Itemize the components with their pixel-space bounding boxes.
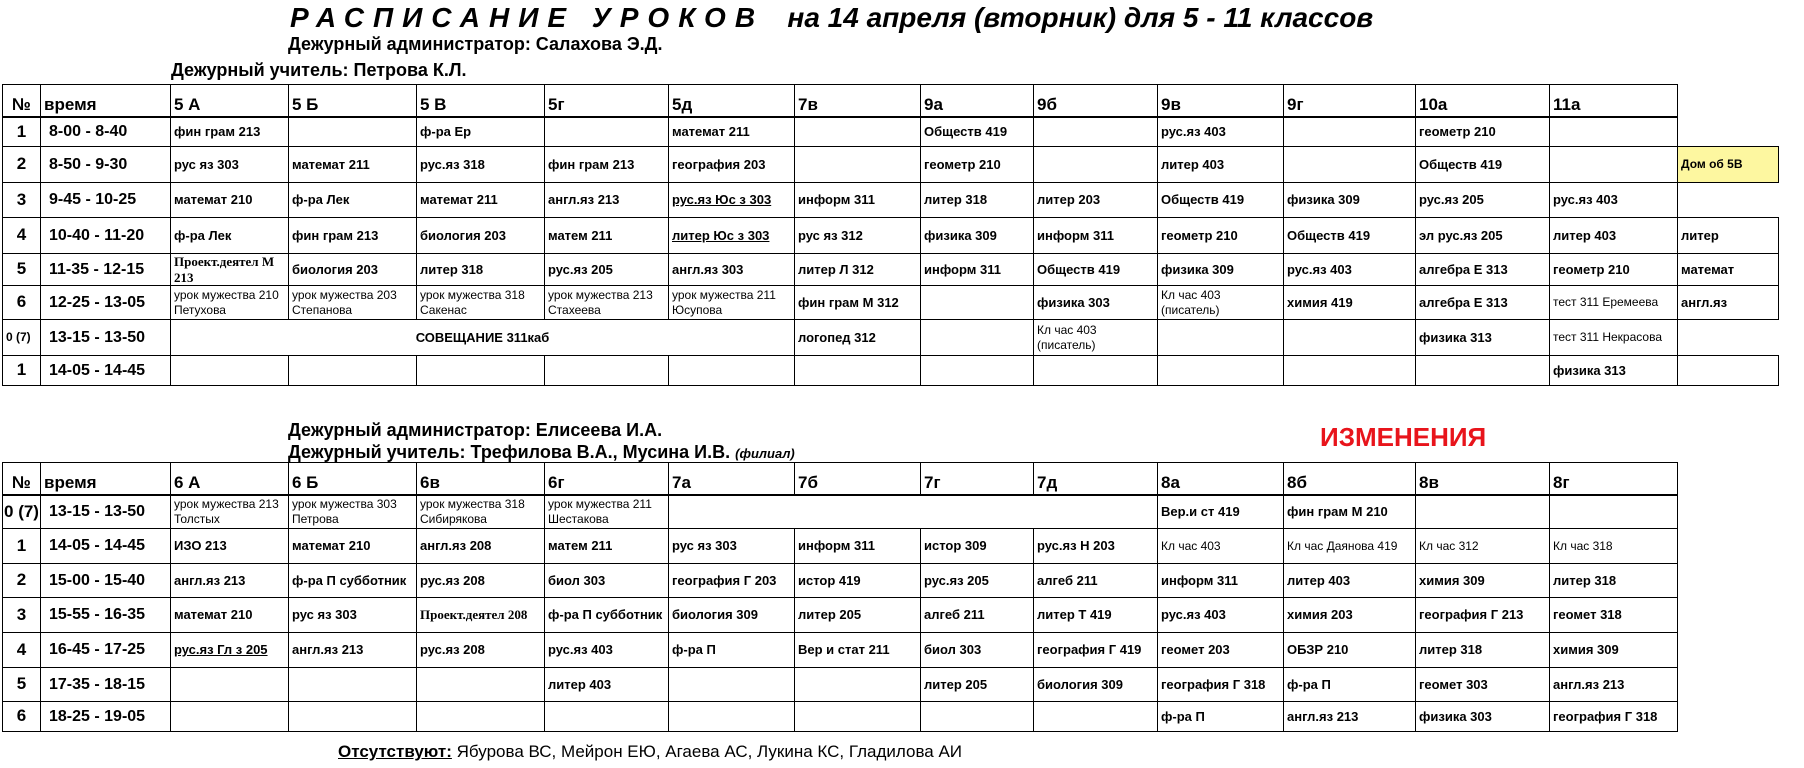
changes-label: ИЗМЕНЕНИЯ bbox=[1320, 422, 1487, 452]
table-cell: 1 bbox=[3, 356, 41, 386]
table-cell bbox=[1284, 356, 1416, 386]
table-cell: литер 318 bbox=[921, 183, 1034, 218]
table-cell: литер 203 bbox=[1034, 183, 1158, 218]
table-cell bbox=[417, 668, 545, 702]
column-header: 7д bbox=[1034, 463, 1158, 495]
table-cell: рус.яз 205 bbox=[1416, 183, 1550, 218]
table-cell: англ.яз 213 bbox=[1284, 702, 1416, 732]
table-cell: матем 211 bbox=[545, 218, 669, 254]
table-cell: Обществ 419 bbox=[1416, 147, 1550, 183]
table-cell: Кл час 403 (писатель) bbox=[1034, 320, 1158, 356]
table-cell: Проект.деятел М 213 bbox=[171, 254, 289, 286]
table-cell: алгебра Е 313 bbox=[1416, 286, 1550, 320]
table-cell: 6 bbox=[3, 702, 41, 732]
table-cell: рус яз 303 bbox=[171, 147, 289, 183]
column-header: 9а bbox=[921, 85, 1034, 117]
table-cell: англ.яз 303 bbox=[669, 254, 795, 286]
absent-label: Отсутствуют: bbox=[338, 742, 452, 761]
table-cell: англ.яз 213 bbox=[171, 564, 289, 598]
table-cell: рус.яз Н 203 bbox=[1034, 529, 1158, 564]
table-cell: рус.яз 318 bbox=[417, 147, 545, 183]
table-cell: математ bbox=[1678, 254, 1779, 286]
table-cell: ф-ра Ер bbox=[417, 117, 545, 147]
table-cell: 3 bbox=[3, 183, 41, 218]
table-cell: 14-05 - 14-45 bbox=[41, 356, 171, 386]
table-cell: 4 bbox=[3, 633, 41, 668]
table-cell: рус.яз 403 bbox=[1158, 117, 1284, 147]
table-cell bbox=[921, 702, 1034, 732]
schedule-table-1 bbox=[2, 84, 1779, 386]
table-cell: ф-ра П bbox=[669, 633, 795, 668]
table-cell: информ 311 bbox=[1158, 564, 1284, 598]
column-header: время bbox=[41, 463, 171, 495]
table-cell: ИЗО 213 bbox=[171, 529, 289, 564]
table-cell: литер 403 bbox=[545, 668, 669, 702]
table-cell: ф-ра П bbox=[1284, 668, 1416, 702]
cell-text: рус.яз Гл з 205 bbox=[174, 642, 268, 658]
table-cell bbox=[171, 702, 289, 732]
table-cell: биология 203 bbox=[417, 218, 545, 254]
table-cell: урок мужества 211 Юсупова bbox=[669, 286, 795, 320]
table-cell bbox=[1416, 495, 1550, 529]
column-header: 8г bbox=[1550, 463, 1678, 495]
table-cell: 18-25 - 19-05 bbox=[41, 702, 171, 732]
table-cell: англ.яз 213 bbox=[545, 183, 669, 218]
table-cell: 12-25 - 13-05 bbox=[41, 286, 171, 320]
table-cell: Обществ 419 bbox=[921, 117, 1034, 147]
column-header: 5 Б bbox=[289, 85, 417, 117]
table-cell: 4 bbox=[3, 218, 41, 254]
table-row bbox=[3, 286, 1779, 320]
table-cell: Проект.деятел 208 bbox=[417, 598, 545, 633]
table-cell: литер 318 bbox=[1416, 633, 1550, 668]
table-cell: литер bbox=[1678, 218, 1779, 254]
table-cell: тест 311 Некрасова bbox=[1550, 320, 1678, 356]
page-title bbox=[290, 2, 1373, 34]
column-header: 9в bbox=[1158, 85, 1284, 117]
table-cell: геомет 318 bbox=[1550, 598, 1678, 633]
column-header: № bbox=[3, 463, 41, 495]
table-cell bbox=[417, 702, 545, 732]
table-cell: 0 (7) bbox=[3, 320, 41, 356]
table-row bbox=[3, 564, 1678, 598]
column-header: 5 В bbox=[417, 85, 545, 117]
table-cell: география Г 419 bbox=[1034, 633, 1158, 668]
table-cell: англ.яз 208 bbox=[417, 529, 545, 564]
table-cell: англ.яз 213 bbox=[1550, 668, 1678, 702]
table-row bbox=[3, 702, 1678, 732]
table-cell: биология 203 bbox=[289, 254, 417, 286]
table-cell: биология 309 bbox=[669, 598, 795, 633]
table-cell: рус яз 303 bbox=[669, 529, 795, 564]
table-row bbox=[3, 356, 1779, 386]
table-cell: рус яз 312 bbox=[795, 218, 921, 254]
column-header: 5г bbox=[545, 85, 669, 117]
table-cell: биология 309 bbox=[1034, 668, 1158, 702]
table-cell bbox=[1284, 147, 1416, 183]
table-cell: 17-35 - 18-15 bbox=[41, 668, 171, 702]
table-cell: ф-ра П субботник bbox=[545, 598, 669, 633]
column-header: 6г bbox=[545, 463, 669, 495]
table-cell: алгеб 211 bbox=[1034, 564, 1158, 598]
absent-line bbox=[338, 742, 962, 762]
table-cell: англ.яз 213 bbox=[289, 633, 417, 668]
table-cell: Кл час 318 bbox=[1550, 529, 1678, 564]
table-cell: информ 311 bbox=[795, 183, 921, 218]
table-cell: 15-55 - 16-35 bbox=[41, 598, 171, 633]
table-cell bbox=[669, 356, 795, 386]
table-cell: 10-40 - 11-20 bbox=[41, 218, 171, 254]
table-cell: литер 318 bbox=[417, 254, 545, 286]
title-main: РАСПИСАНИЕ УРОКОВ bbox=[290, 2, 765, 33]
table-row bbox=[3, 320, 1779, 356]
table-cell bbox=[921, 356, 1034, 386]
cell-text: литер Юс з 303 bbox=[672, 227, 770, 243]
table-cell: 5 bbox=[3, 668, 41, 702]
table-cell: фин грам 213 bbox=[171, 117, 289, 147]
column-header: 8б bbox=[1284, 463, 1416, 495]
table-cell bbox=[545, 702, 669, 732]
column-header: 11а bbox=[1550, 85, 1678, 117]
column-header: 8а bbox=[1158, 463, 1284, 495]
table-cell: Кл час Даянова 419 bbox=[1284, 529, 1416, 564]
table-cell: математ 211 bbox=[417, 183, 545, 218]
table-cell bbox=[1034, 117, 1158, 147]
table-cell bbox=[289, 668, 417, 702]
table-row bbox=[3, 183, 1779, 218]
table-cell bbox=[921, 286, 1034, 320]
table-cell: геометр 210 bbox=[921, 147, 1034, 183]
table-cell: математ 210 bbox=[289, 529, 417, 564]
table-cell: химия 203 bbox=[1284, 598, 1416, 633]
table-cell: Дом об 5В bbox=[1678, 147, 1779, 183]
table-row bbox=[3, 598, 1678, 633]
table-cell: ф-ра П субботник bbox=[289, 564, 417, 598]
table-cell bbox=[417, 356, 545, 386]
table-row bbox=[3, 668, 1678, 702]
column-header: 7г bbox=[921, 463, 1034, 495]
table-row bbox=[3, 117, 1779, 147]
table-cell bbox=[289, 356, 417, 386]
column-header: 5 А bbox=[171, 85, 289, 117]
table-cell: 2 bbox=[3, 564, 41, 598]
table-cell: матем 211 bbox=[545, 529, 669, 564]
column-header: 6 Б bbox=[289, 463, 417, 495]
table-cell: фин грам 213 bbox=[289, 218, 417, 254]
table-cell: информ 311 bbox=[1034, 218, 1158, 254]
table-cell: литер 403 bbox=[1284, 564, 1416, 598]
table-cell bbox=[1284, 117, 1416, 147]
absent-names: Ябурова ВС, Мейрон ЕЮ, Агаева АС, Лукина КС, Гладилова АИ bbox=[451, 742, 963, 761]
table-cell: англ.яз bbox=[1678, 286, 1779, 320]
table-cell: 0 (7) bbox=[3, 495, 41, 529]
table-cell bbox=[1284, 320, 1416, 356]
column-header: 9б bbox=[1034, 85, 1158, 117]
table-row bbox=[3, 495, 1678, 529]
table-cell: химия 309 bbox=[1416, 564, 1550, 598]
table-row bbox=[3, 254, 1779, 286]
table-cell: физика 309 bbox=[1284, 183, 1416, 218]
table-cell: урок мужества 211 Шестакова bbox=[545, 495, 669, 529]
table-cell: рус.яз 208 bbox=[417, 564, 545, 598]
table-cell: биол 303 bbox=[545, 564, 669, 598]
table-cell bbox=[1550, 495, 1678, 529]
table-cell: тест 311 Еремеева bbox=[1550, 286, 1678, 320]
table-cell: литер 403 bbox=[1550, 218, 1678, 254]
table-cell bbox=[289, 117, 417, 147]
table-cell: 2 bbox=[3, 147, 41, 183]
table-row bbox=[3, 218, 1779, 254]
table-cell: математ 211 bbox=[289, 147, 417, 183]
table-cell: Обществ 419 bbox=[1284, 218, 1416, 254]
table-cell bbox=[669, 495, 1158, 529]
table-cell: география Г 213 bbox=[1416, 598, 1550, 633]
table-cell bbox=[1158, 356, 1284, 386]
table-cell: геомет 303 bbox=[1416, 668, 1550, 702]
table-cell: математ 211 bbox=[669, 117, 795, 147]
table-cell: 8-50 - 9-30 bbox=[41, 147, 171, 183]
table-cell: Кл час 312 bbox=[1416, 529, 1550, 564]
table-cell: литер 403 bbox=[1158, 147, 1284, 183]
table-cell bbox=[1158, 320, 1284, 356]
table-cell bbox=[1678, 320, 1779, 356]
column-header: 9г bbox=[1284, 85, 1416, 117]
table-cell: Кл час 403 (писатель) bbox=[1158, 286, 1284, 320]
table-row bbox=[3, 147, 1779, 183]
table-cell: фин грам М 210 bbox=[1284, 495, 1416, 529]
table-cell bbox=[795, 117, 921, 147]
table-cell bbox=[1034, 356, 1158, 386]
column-header: 5д bbox=[669, 85, 795, 117]
table-cell: рус.яз 403 bbox=[1158, 598, 1284, 633]
top-admin: Дежурный администратор: Салахова Э.Д. bbox=[288, 34, 663, 54]
table-cell: 6 bbox=[3, 286, 41, 320]
table-cell bbox=[171, 668, 289, 702]
table-cell bbox=[669, 702, 795, 732]
table2-header-row bbox=[3, 463, 1678, 495]
table-cell bbox=[1678, 356, 1779, 386]
column-header: 6в bbox=[417, 463, 545, 495]
table-cell: ф-ра Лек bbox=[171, 218, 289, 254]
table-cell bbox=[795, 702, 921, 732]
table1-header-row bbox=[3, 85, 1779, 117]
table-cell: литер Л 312 bbox=[795, 254, 921, 286]
table-cell: литер Т 419 bbox=[1034, 598, 1158, 633]
table-cell: эл рус.яз 205 bbox=[1416, 218, 1550, 254]
table-cell bbox=[795, 147, 921, 183]
table-cell bbox=[669, 668, 795, 702]
table-cell: ф-ра Лек bbox=[289, 183, 417, 218]
top-teacher: Дежурный учитель: Петрова К.Л. bbox=[171, 60, 467, 80]
table-cell: информ 311 bbox=[795, 529, 921, 564]
table-cell: информ 311 bbox=[921, 254, 1034, 286]
table-cell: 5 bbox=[3, 254, 41, 286]
table-cell: геометр 210 bbox=[1416, 117, 1550, 147]
table-cell bbox=[171, 356, 289, 386]
table-cell: литер 205 bbox=[921, 668, 1034, 702]
table-cell: рус.яз 403 bbox=[1284, 254, 1416, 286]
table-cell: ОБЗР 210 bbox=[1284, 633, 1416, 668]
table-cell bbox=[545, 117, 669, 147]
table-cell: 14-05 - 14-45 bbox=[41, 529, 171, 564]
mid-teacher-text: Дежурный учитель: Трефилова В.А., Мусина И.В. bbox=[288, 442, 731, 462]
table-cell: геомет 203 bbox=[1158, 633, 1284, 668]
table-cell bbox=[1678, 117, 1779, 147]
table-cell: рус.яз 403 bbox=[545, 633, 669, 668]
schedule-table-2 bbox=[2, 462, 1678, 732]
table-cell bbox=[1034, 702, 1158, 732]
column-header: № bbox=[3, 85, 41, 117]
table-cell: химия 309 bbox=[1550, 633, 1678, 668]
table-row bbox=[3, 529, 1678, 564]
table-cell: литер 318 bbox=[1550, 564, 1678, 598]
meeting-cell: СОВЕЩАНИЕ 311каб bbox=[171, 320, 795, 356]
table-cell: фин грам 213 bbox=[545, 147, 669, 183]
table-cell: литер 205 bbox=[795, 598, 921, 633]
table-cell: урок мужества 303 Петрова bbox=[289, 495, 417, 529]
table-cell: география Г 318 bbox=[1550, 702, 1678, 732]
table-cell: 1 bbox=[3, 529, 41, 564]
mid-teacher-note: (филиал) bbox=[735, 446, 795, 461]
cell-text: рус.яз Юс з 303 bbox=[672, 192, 772, 208]
table-cell: 15-00 - 15-40 bbox=[41, 564, 171, 598]
table-cell: Вер и стат 211 bbox=[795, 633, 921, 668]
table-cell: ф-ра П bbox=[1158, 702, 1284, 732]
table-cell bbox=[669, 183, 795, 218]
table-cell: Обществ 419 bbox=[1034, 254, 1158, 286]
table-cell: 13-15 - 13-50 bbox=[41, 320, 171, 356]
table-cell bbox=[1034, 147, 1158, 183]
table-cell: алгебра Е 313 bbox=[1416, 254, 1550, 286]
table-cell: биол 303 bbox=[921, 633, 1034, 668]
table-cell bbox=[1550, 147, 1678, 183]
table-cell: география Г 318 bbox=[1158, 668, 1284, 702]
table-cell: рус.яз 208 bbox=[417, 633, 545, 668]
table-cell: фин грам М 312 bbox=[795, 286, 921, 320]
mid-admin: Дежурный администратор: Елисеева И.А. bbox=[288, 420, 663, 440]
table-cell: физика 309 bbox=[921, 218, 1034, 254]
table-cell: физика 313 bbox=[1550, 356, 1678, 386]
table-cell: физика 309 bbox=[1158, 254, 1284, 286]
table-cell: рус яз 303 bbox=[289, 598, 417, 633]
table-cell: география Г 203 bbox=[669, 564, 795, 598]
table-cell: математ 210 bbox=[171, 183, 289, 218]
table-row bbox=[3, 633, 1678, 668]
table-cell: физика 313 bbox=[1416, 320, 1550, 356]
table-cell: Обществ 419 bbox=[1158, 183, 1284, 218]
table-cell bbox=[289, 702, 417, 732]
column-header: 10а bbox=[1416, 85, 1550, 117]
table-cell: урок мужества 213 Стахеева bbox=[545, 286, 669, 320]
table-cell bbox=[1678, 183, 1779, 218]
table-cell: физика 303 bbox=[1416, 702, 1550, 732]
column-header: 8в bbox=[1416, 463, 1550, 495]
table-cell: 8-00 - 8-40 bbox=[41, 117, 171, 147]
table-cell: геометр 210 bbox=[1158, 218, 1284, 254]
table-cell: урок мужества 210 Петухова bbox=[171, 286, 289, 320]
table-cell: логопед 312 bbox=[795, 320, 921, 356]
table-cell: геометр 210 bbox=[1550, 254, 1678, 286]
table-cell bbox=[795, 668, 921, 702]
column-header: 6 А bbox=[171, 463, 289, 495]
table-cell bbox=[921, 320, 1034, 356]
column-header: 7а bbox=[669, 463, 795, 495]
table-cell: истор 309 bbox=[921, 529, 1034, 564]
table-cell: Кл час 403 bbox=[1158, 529, 1284, 564]
column-header: 7в bbox=[795, 85, 921, 117]
table-cell: рус.яз 205 bbox=[545, 254, 669, 286]
mid-teacher bbox=[288, 442, 795, 463]
table-cell: урок мужества 203 Степанова bbox=[289, 286, 417, 320]
table-cell: математ 210 bbox=[171, 598, 289, 633]
table-cell: 13-15 - 13-50 bbox=[41, 495, 171, 529]
table-cell bbox=[669, 218, 795, 254]
table-cell: география 203 bbox=[669, 147, 795, 183]
table-cell: алгеб 211 bbox=[921, 598, 1034, 633]
table-cell: 11-35 - 12-15 bbox=[41, 254, 171, 286]
table-cell bbox=[171, 633, 289, 668]
column-header: 7б bbox=[795, 463, 921, 495]
column-header: время bbox=[41, 85, 171, 117]
table-cell: физика 303 bbox=[1034, 286, 1158, 320]
table-cell: 1 bbox=[3, 117, 41, 147]
table-cell bbox=[545, 356, 669, 386]
title-rest: на 14 апреля (вторник) для 5 - 11 классов bbox=[787, 2, 1374, 33]
table-cell: 3 bbox=[3, 598, 41, 633]
table-cell: химия 419 bbox=[1284, 286, 1416, 320]
table-cell bbox=[1550, 117, 1678, 147]
table-cell: 16-45 - 17-25 bbox=[41, 633, 171, 668]
table-cell: рус.яз 403 bbox=[1550, 183, 1678, 218]
table-cell bbox=[1416, 356, 1550, 386]
table-cell: истор 419 bbox=[795, 564, 921, 598]
table-cell bbox=[795, 356, 921, 386]
table-cell: урок мужества 318 Сакенас bbox=[417, 286, 545, 320]
table-cell: 9-45 - 10-25 bbox=[41, 183, 171, 218]
table-cell: урок мужества 213 Толстых bbox=[171, 495, 289, 529]
table-cell: урок мужества 318 Сибирякова bbox=[417, 495, 545, 529]
table-cell: Вер.и ст 419 bbox=[1158, 495, 1284, 529]
table-cell: рус.яз 205 bbox=[921, 564, 1034, 598]
